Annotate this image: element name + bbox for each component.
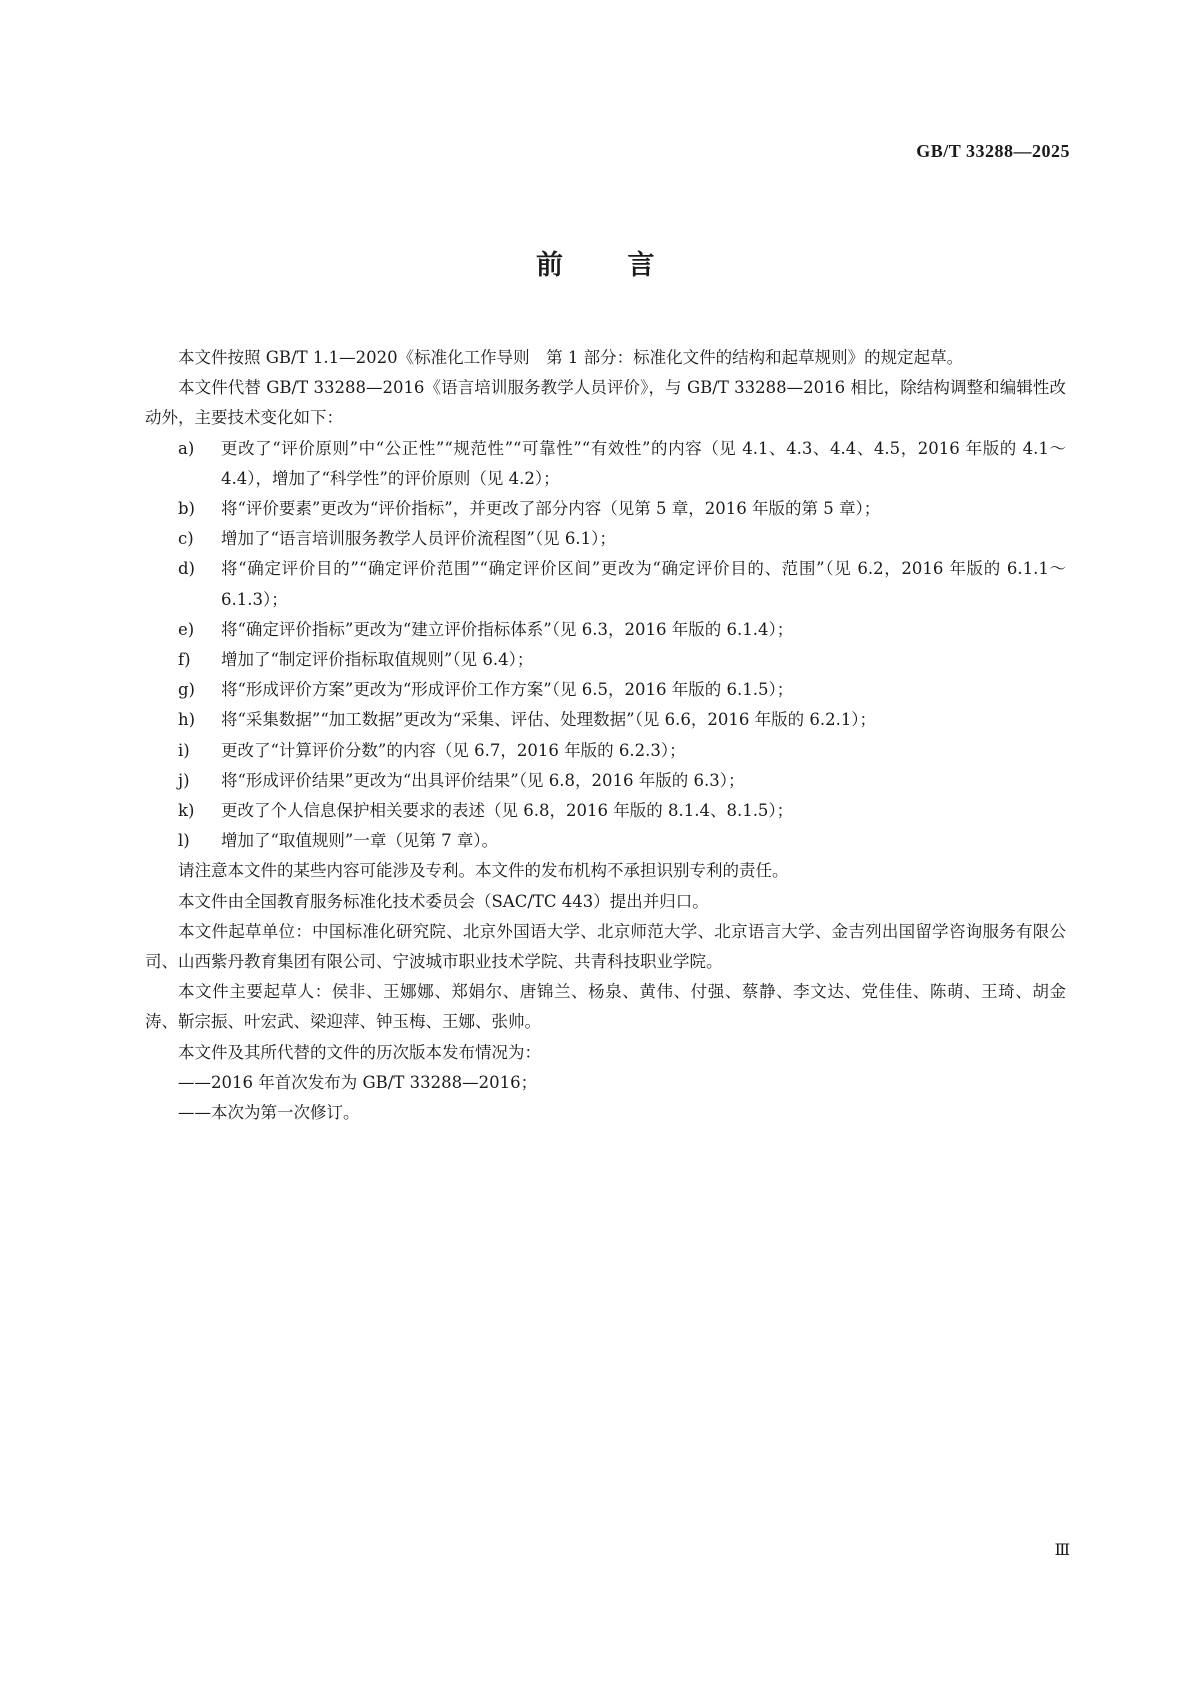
list-item-text: 更改了个人信息保护相关要求的表述（见 6.8，2016 年版的 8.1.4、8.1.5）； bbox=[221, 801, 794, 821]
list-item-text: 更改了“计算评价分数”的内容（见 6.7，2016 年版的 6.2.3）； bbox=[221, 740, 686, 760]
change-item-i bbox=[145, 736, 1066, 766]
list-item-text: 更改了“评价原则”中“公正性”“规范性”“可靠性”“有效性”的内容（见 4.1、4.3、4.4、4.5，2016 年版的 4.1～4.4），增加了“科学性”的评价原则（见 4.2）； bbox=[221, 438, 1066, 488]
drafting-basis-paragraph: 本文件按照 GB/T 1.1—2020《标准化工作导则 第 1 部分：标准化文件的结构和起草规则》的规定起草。 bbox=[178, 348, 964, 367]
list-item-text: 将“评价要素”更改为“评价指标”，并更改了部分内容（见第 5 章，2016 年版的第 5 章）； bbox=[221, 499, 881, 519]
list-marker: b) bbox=[178, 499, 195, 519]
change-item-f bbox=[145, 645, 1066, 675]
list-marker: i) bbox=[178, 740, 190, 760]
list-marker: l) bbox=[178, 831, 190, 851]
replacement-paragraph: 本文件代替 GB/T 33288—2016《语言培训服务教学人员评价》，与 GB/T 33288—2016 相比，除结构调整和编辑性改动外，主要技术变化如下： bbox=[145, 378, 1066, 428]
history-intro: 本文件及其所代替的文件的历次版本发布情况为： bbox=[178, 1042, 541, 1062]
change-item-b bbox=[145, 494, 1066, 524]
list-marker: g) bbox=[178, 680, 195, 700]
list-marker: h) bbox=[178, 710, 196, 730]
page-number: Ⅲ bbox=[1054, 1542, 1070, 1559]
change-item-e bbox=[145, 615, 1066, 645]
changes-list bbox=[145, 434, 1066, 857]
list-item-text: 将“确定评价指标”更改为“建立评价指标体系”（见 6.3，2016 年版的 6.1.4）； bbox=[221, 619, 794, 639]
list-item-text: 将“形成评价方案”更改为“形成评价工作方案”（见 6.5，2016 年版的 6.1.5）； bbox=[221, 680, 794, 700]
list-item-text: 将“采集数据”“加工数据”更改为“采集、评估、处理数据”（见 6.6，2016 年版的 6.2.1）； bbox=[221, 710, 877, 730]
list-marker: j) bbox=[178, 770, 190, 790]
list-marker: a) bbox=[178, 438, 195, 458]
standard-code: GB/T 33288—2025 bbox=[916, 141, 1070, 161]
list-item-text: 将“确定评价目的”“确定评价范围”“确定评价区间”更改为“确定评价目的、范围”（见 6.2，2016 年版的 6.1.1～6.1.3）； bbox=[221, 559, 1066, 609]
list-marker: d) bbox=[178, 559, 195, 579]
title-char-2: 言 bbox=[627, 250, 655, 281]
list-marker: k) bbox=[178, 801, 195, 821]
list-marker: f) bbox=[178, 650, 191, 670]
drafters-paragraph: 本文件主要起草人：侯非、王娜娜、郑娟尔、唐锦兰、杨泉、黄伟、付强、蔡静、李文达、党佳佳、陈萌、王琦、胡金涛、靳宗振、叶宏武、梁迎萍、钟玉梅、王娜、张帅。 bbox=[145, 982, 1066, 1032]
change-item-a bbox=[145, 434, 1066, 494]
drafting-units-paragraph: 本文件起草单位：中国标准化研究院、北京外国语大学、北京师范大学、北京语言大学、金吉列出国留学咨询服务有限公司、山西紫丹教育集团有限公司、宁波城市职业技术学院、共青科技职业学院。 bbox=[145, 921, 1066, 972]
page-title bbox=[0, 243, 1191, 282]
list-item-text: 将“形成评价结果”更改为“出具评价结果”（见 6.8，2016 年版的 6.3）； bbox=[221, 770, 745, 790]
change-item-c bbox=[145, 524, 1066, 554]
title-char-1: 前 bbox=[536, 250, 564, 281]
list-marker: c) bbox=[178, 529, 194, 549]
list-item-text: 增加了“制定评价指标取值规则”（见 6.4）； bbox=[221, 650, 534, 670]
proposer-paragraph: 本文件由全国教育服务标准化技术委员会（SAC/TC 443）提出并归口。 bbox=[178, 891, 709, 911]
change-item-k bbox=[145, 796, 1066, 826]
change-item-g bbox=[145, 675, 1066, 705]
change-item-j bbox=[145, 766, 1066, 796]
foreword-body bbox=[145, 343, 1066, 1128]
history-item: ——2016 年首次发布为 GB/T 33288—2016； bbox=[178, 1072, 538, 1092]
change-item-l bbox=[145, 826, 1066, 856]
change-item-d bbox=[145, 554, 1066, 614]
list-item-text: 增加了“语言培训服务教学人员评价流程图”（见 6.1）； bbox=[221, 529, 616, 549]
history-item: ——本次为第一次修订。 bbox=[178, 1103, 360, 1123]
list-item-text: 增加了“取值规则”一章（见第 7 章）。 bbox=[221, 831, 499, 851]
change-item-h bbox=[145, 705, 1066, 735]
list-marker: e) bbox=[178, 619, 195, 639]
patent-notice: 请注意本文件的某些内容可能涉及专利。本文件的发布机构不承担识别专利的责任。 bbox=[178, 861, 789, 881]
